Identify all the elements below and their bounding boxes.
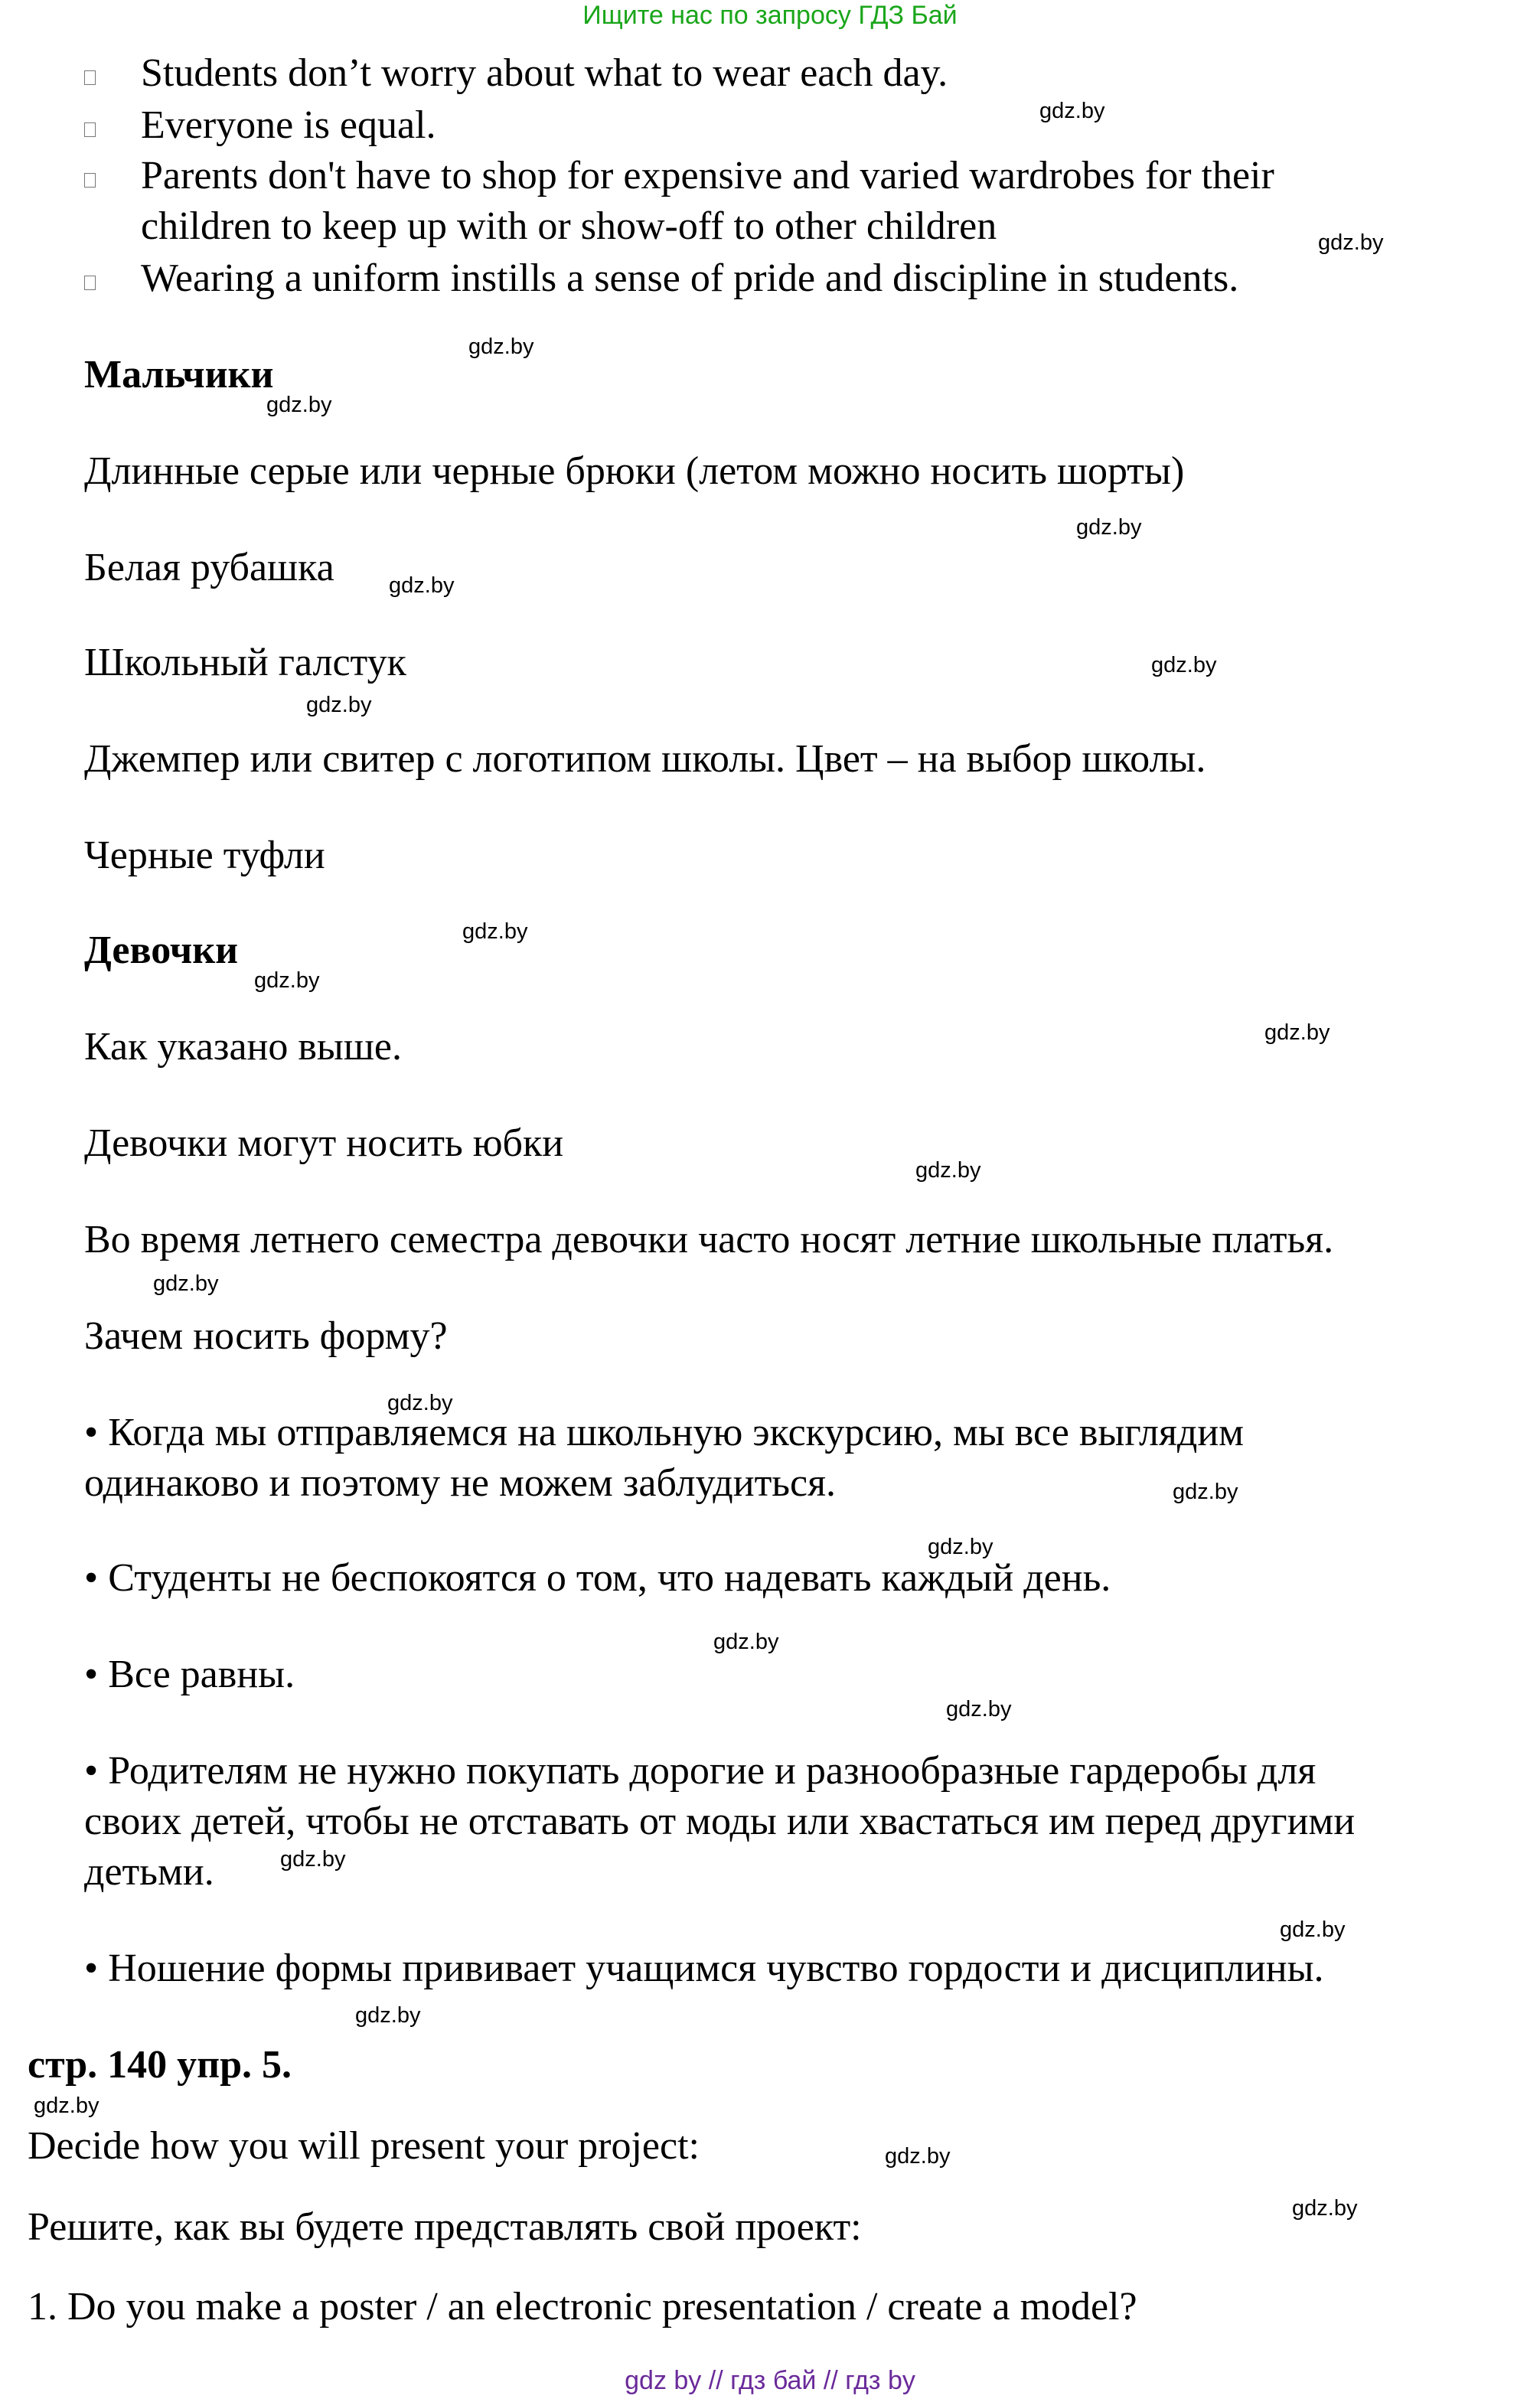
russian-bullet-1: • Когда мы отправляемся на школьную экскурсию, мы все выглядим	[84, 1411, 1245, 1454]
boys-item-5: Черные туфли	[84, 834, 325, 877]
exercise-line-2: Решите, как вы будете представлять свой проект:	[28, 2205, 862, 2249]
girls-heading: Девочки	[84, 928, 239, 972]
russian-bullet-4-cont2: детьми.	[84, 1850, 214, 1894]
russian-bullet-3: • Все равны.	[84, 1653, 295, 1696]
watermark: gdz.by	[1039, 99, 1105, 123]
watermark: gdz.by	[1173, 1480, 1238, 1504]
watermark: gdz.by	[1292, 2196, 1358, 2221]
girls-item-2: Девочки могут носить юбки	[84, 1121, 564, 1165]
watermark: gdz.by	[153, 1271, 219, 1296]
bullet-square-icon	[84, 276, 96, 290]
watermark: gdz.by	[1280, 1917, 1346, 1942]
top-banner[interactable]: Ищите нас по запросу ГДЗ Бай	[582, 1, 958, 30]
boys-heading: Мальчики	[84, 353, 274, 397]
bullet-square-icon	[84, 173, 96, 188]
watermark: gdz.by	[306, 693, 372, 717]
watermark: gdz.by	[946, 1697, 1012, 1722]
boys-item-2: Белая рубашка	[84, 546, 334, 589]
bullet-square-icon	[84, 122, 96, 137]
english-bullet-1: Students don’t worry about what to wear each day.	[141, 51, 948, 95]
watermark: gdz.by	[915, 1158, 981, 1183]
watermark: gdz.by	[254, 968, 320, 993]
watermark: gdz.by	[468, 335, 534, 359]
watermark: gdz.by	[1264, 1020, 1330, 1045]
boys-item-3: Школьный галстук	[84, 641, 406, 684]
russian-bullet-1-cont: одинаково и поэтому не можем заблудиться.	[84, 1461, 837, 1505]
exercise-line-1: Decide how you will present your project:	[28, 2124, 700, 2168]
watermark: gdz.by	[713, 1630, 779, 1654]
watermark: gdz.by	[266, 393, 332, 417]
watermark: gdz.by	[34, 2094, 100, 2118]
boys-item-4: Джемпер или свитер с логотипом школы. Цвет – на выбор школы.	[84, 737, 1206, 781]
boys-item-1: Длинные серые или черные брюки (летом можно носить шорты)	[84, 449, 1185, 493]
girls-item-1: Как указано выше.	[84, 1025, 402, 1069]
girls-item-3: Во время летнего семестра девочки часто носят летние школьные платья.	[84, 1218, 1334, 1261]
english-bullet-4: Wearing a uniform instills a sense of pride and discipline in students.	[141, 256, 1239, 300]
watermark: gdz.by	[387, 1391, 453, 1415]
watermark: gdz.by	[1151, 653, 1217, 677]
watermark: gdz.by	[1076, 515, 1142, 540]
watermark: gdz.by	[928, 1535, 993, 1559]
watermark: gdz.by	[1318, 230, 1384, 255]
exercise-line-3: 1. Do you make a poster / an electronic presentation / create a model?	[28, 2285, 1137, 2329]
watermark: gdz.by	[355, 2003, 421, 2028]
bottom-banner[interactable]: gdz by // гдз бай // гдз by	[625, 2366, 915, 2395]
russian-bullet-4: • Родителям не нужно покупать дорогие и разнообразные гардеробы для	[84, 1749, 1317, 1793]
watermark: gdz.by	[462, 919, 528, 944]
english-bullet-2: Everyone is equal.	[141, 103, 436, 147]
russian-bullet-4-cont: своих детей, чтобы не отставать от моды или хвастаться им перед другими	[84, 1800, 1356, 1843]
watermark: gdz.by	[389, 573, 455, 598]
watermark: gdz.by	[885, 2144, 951, 2169]
russian-bullet-2: • Студенты не беспокоятся о том, что надевать каждый день.	[84, 1556, 1111, 1600]
watermark: gdz.by	[280, 1847, 346, 1872]
exercise-heading: стр. 140 упр. 5.	[28, 2043, 292, 2087]
why-heading: Зачем носить форму?	[84, 1314, 448, 1358]
english-bullet-3: Parents don't have to shop for expensive and varied wardrobes for their	[141, 154, 1274, 197]
english-bullet-3-cont: children to keep up with or show-off to other children	[141, 204, 997, 248]
russian-bullet-5: • Ношение формы прививает учащимся чувство гордости и дисциплины.	[84, 1947, 1324, 1990]
bullet-square-icon	[84, 70, 96, 85]
